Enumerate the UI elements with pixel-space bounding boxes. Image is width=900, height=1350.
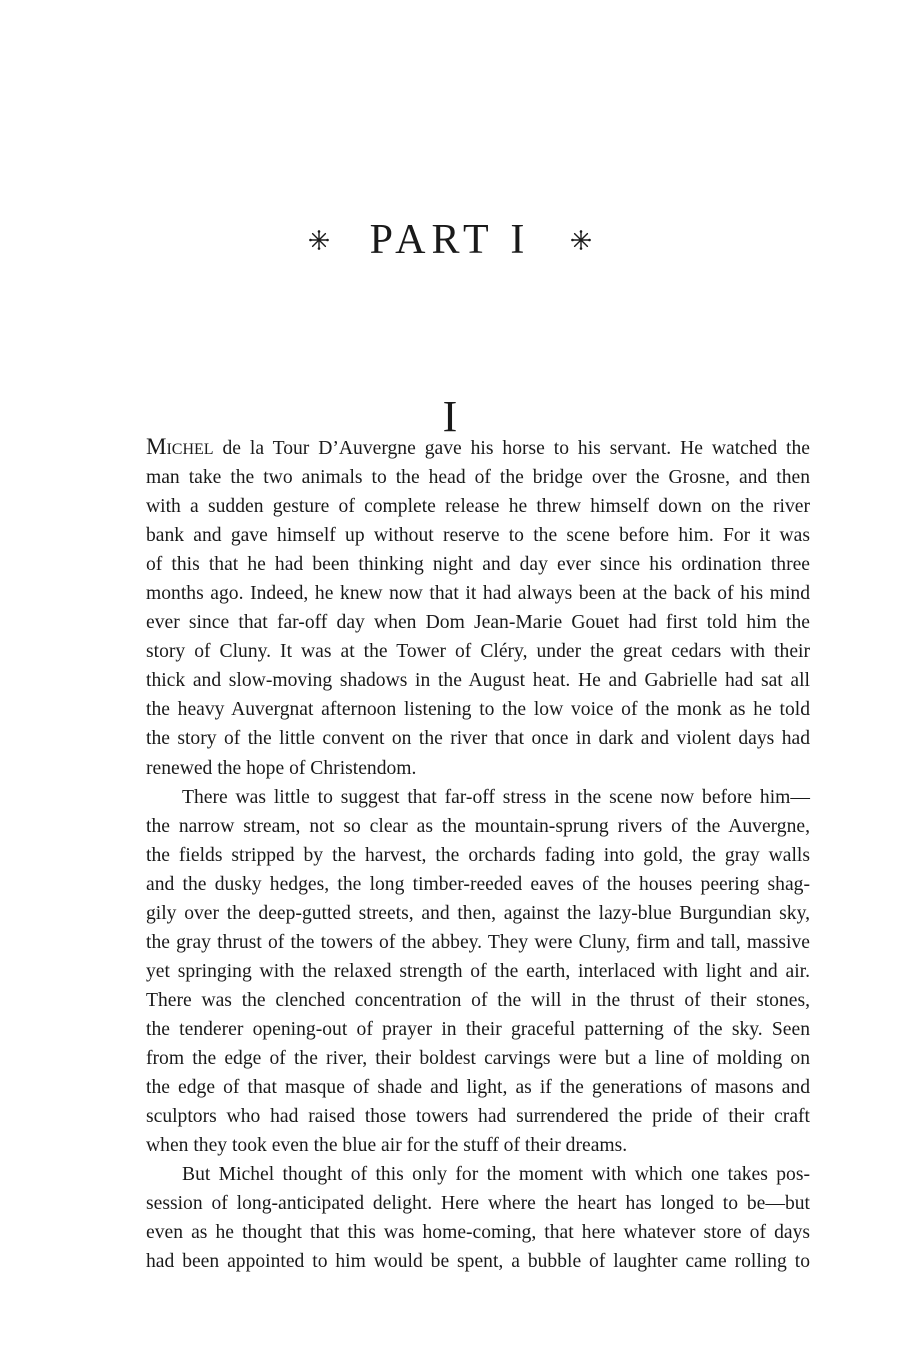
- text-line: renewed the hope of Christendom.: [146, 757, 417, 779]
- chapter-number: I: [442, 391, 458, 441]
- text-line: gily over the deep-gutted streets, and then, against the lazy-blue Burgundian sky,: [146, 902, 810, 924]
- text-line: of this that he had been thinking night and day ever since his ordination three: [146, 554, 810, 576]
- part-title: PART I: [369, 217, 531, 263]
- opening-word: Michel: [146, 434, 214, 459]
- text-line: But Michel thought of this only for the moment with which one takes pos-: [182, 1164, 810, 1186]
- snowflake-ornament-icon: [308, 229, 330, 251]
- text-line: and the dusky hedges, the long timber-reeded eaves of the houses peering shag-: [146, 873, 810, 895]
- text-line: from the edge of the river, their boldest carvings were but a line of molding on: [146, 1047, 810, 1069]
- paragraph-2: [146, 783, 810, 1161]
- text-line: the gray thrust of the towers of the abbey. They were Cluny, firm and tall, massive: [146, 931, 810, 953]
- paragraph-1: [146, 432, 810, 783]
- text-line: sculptors who had raised those towers had surrendered the pride of their craft: [146, 1106, 810, 1128]
- text-line: the heavy Auvergnat afternoon listening to the low voice of the monk as he told: [146, 699, 810, 721]
- text-line: when they took even the blue air for the stuff of their dreams.: [146, 1135, 628, 1157]
- snowflake-ornament-icon: [570, 229, 592, 251]
- text-line: bank and gave himself up without reserve to the scene before him. For it was: [146, 525, 810, 547]
- text-line: the narrow stream, not so clear as the mountain-sprung rivers of the Auvergne,: [146, 815, 810, 837]
- paragraph-3: [146, 1160, 810, 1276]
- text-line: Michel de la Tour D’Auvergne gave his horse to his servant. He watched the: [146, 434, 810, 459]
- text-line: session of long-anticipated delight. Here where the heart has longed to be—but: [146, 1193, 810, 1215]
- text-line: thick and slow-moving shadows in the August heat. He and Gabrielle had sat all: [146, 670, 810, 692]
- text-line: months ago. Indeed, he knew now that it had always been at the back of his mind: [146, 583, 810, 605]
- text-line: with a sudden gesture of complete release he threw himself down on the river: [146, 496, 810, 518]
- text-line: story of Cluny. It was at the Tower of Cléry, under the great cedars with their: [146, 641, 810, 663]
- text-line: the story of the little convent on the river that once in dark and violent days had: [146, 728, 810, 750]
- text-line: man take the two animals to the head of the bridge over the Grosne, and then: [146, 467, 810, 489]
- part-heading: [0, 212, 900, 268]
- text-line: the fields stripped by the harvest, the orchards fading into gold, the gray walls: [146, 844, 810, 866]
- text-line: There was the clenched concentration of the will in the thrust of their stones,: [146, 989, 810, 1011]
- text-line: There was little to suggest that far-off stress in the scene now before him—: [182, 786, 810, 808]
- text-line: yet springing with the relaxed strength of the earth, interlaced with light and air.: [146, 960, 810, 982]
- text-line: even as he thought that this was home-coming, that here whatever store of days: [146, 1222, 810, 1244]
- text-line: had been appointed to him would be spent, a bubble of laughter came rolling to: [146, 1251, 810, 1273]
- text-line: the edge of that masque of shade and light, as if the generations of masons and: [146, 1077, 810, 1099]
- text-line: ever since that far-off day when Dom Jean-Marie Gouet had first told him the: [146, 612, 810, 634]
- text-line: the tenderer opening-out of prayer in their graceful patterning of the sky. Seen: [146, 1018, 810, 1040]
- body-text: [146, 432, 810, 1276]
